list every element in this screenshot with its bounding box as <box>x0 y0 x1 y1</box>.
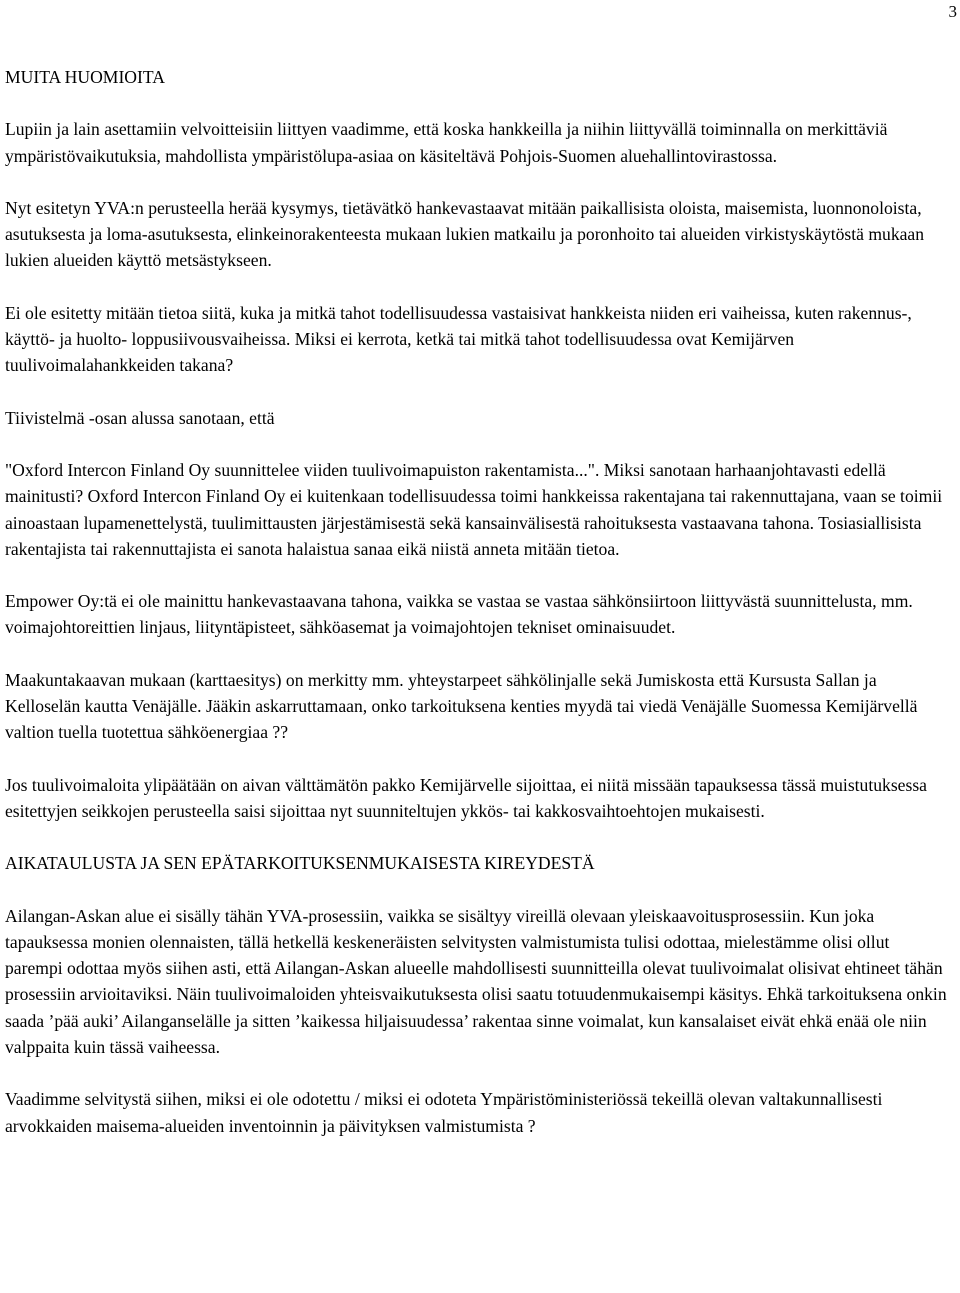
paragraph-ei-ole-esitetty: Ei ole esitetty mitään tietoa siitä, kuka ja mitkä tahot todellisuudessa vastaisivat hankkeista niiden eri vaiheissa, kuten rakennus-, käyttö- ja huolto- loppusiivousvaiheissa. Miksi ei kerrota, ketkä tai mitkä tahot todellisuudessa ovat Kemijärven tuulivoimalahankkeiden takana? <box>5 302 912 376</box>
paragraph-oxford-intercon: "Oxford Intercon Finland Oy suunnittelee viiden tuulivoimapuiston rakentamista...". Miksi sanotaan harhaanjohtavasti edellä mainitusti? Oxford Intercon Finland Oy ei kuitenkaan todellisuudessa toimi hankkeissa rakentajana tai rakennuttajana, vaan se toimii ainoastaan lupamenettelystä, tuulimittausten järjestämisestä sekä kansainvälisestä rahoituksesta vastaavana tahona. Tosiasiallisista rakentajista tai rakennuttajista ei sanota halaistua sanaa eikä niistä anneta mitään tietoa. <box>5 459 943 559</box>
paragraph-empower: Empower Oy:tä ei ole mainittu hankevastaavana tahona, vaikka se vastaa se vastaa sähkönsiirtoon liittyvästä suunnittelusta, mm. voimajohtoreittien linjaus, liityntäpisteet, sähköasemat ja voimajohtojen tekniset ominaisuudet. <box>5 591 913 638</box>
paragraph-lupiin: Lupiin ja lain asettamiin velvoitteisiin liittyen vaadimme, että koska hankkeilla ja niihin liittyvällä toiminnalla on merkittäviä ympäristövaikutuksia, mahdollista ympäristölupa-asiaa on käsiteltävä Pohjois-Suomen aluehallintovirastossa. <box>5 119 888 166</box>
paragraph-nyt-esitetyn: Nyt esitetyn YVA:n perusteella herää kysymys, tietävätkö hankevastaavat mitään paikallisista oloista, maisemista, luonnonoloista, asutuksesta ja loma-asutuksesta, elinkeinorakenteesta mukaan lukien matkailu ja poronhoito tai alueiden virkistyskäytöstä mukaan lukien alueiden käyttö metsästykseen. <box>5 197 925 271</box>
paragraph-maakuntakaava: Maakuntakaavan mukaan (karttaesitys) on merkitty mm. yhteystarpeet sähkölinjalle sekä Jumiskosta että Kursusta Sallan ja Kelloselän kautta Venäjälle. Jääkin askarruttamaan, onko tarkoituksena kenties myydä tai viedä Venäjälle Suomessa Kemijärvellä valtion tuella tuotettua sähköenergiaa ?? <box>5 669 918 743</box>
paragraph-vaadimme: Vaadimme selvitystä siihen, miksi ei ole odotettu / miksi ei odoteta Ympäristöministeriössä tekeillä olevan valtakunnallisesti arvokkaiden maisema-alueiden inventoinnin ja päivityksen valmistumista ? <box>5 1089 883 1136</box>
section-heading-aikataulu: AIKATAULUSTA JA SEN EPÄTARKOITUKSENMUKAISESTA KIREYDESTÄ <box>5 853 595 874</box>
document-body <box>5 64 950 1139</box>
paragraph-ailangan-askan: Ailangan-Askan alue ei sisälly tähän YVA-prosessiin, vaikka se sisältyy vireillä olevaan yleiskaavoitusprosessiin. Kun joka tapauksessa monien olennaisten, tällä hetkellä keskeneräisten selvitysten valmistumista tulisi odottaa, mielestämme olisi ollut parempi odottaa myös siihen asti, että Ailangan-Askan alueelle mahdollisesti suunnitteilla olevat tuulivoimalat olisivat ehtineet tähän prosessiin arvioitaviksi. Näin tuulivoimaloiden yhteisvaikutuksesta olisi saatu totuudenmukaisempi käsitys. Ehkä tarkoituksena onkin saada ’pää auki’ Ailanganselälle ja sitten ’kaikessa hiljaisuudessa’ rakentaa sinne voimalat, kun kansalaiset eivät ehkä enää ole niin valppaita kuin tässä vaiheessa. <box>5 905 947 1058</box>
page-number: 3 <box>948 2 957 21</box>
paragraph-tiivistelma: Tiivistelmä -osan alussa sanotaan, että <box>5 407 275 428</box>
section-heading-muita: MUITA HUOMIOITA <box>5 67 165 87</box>
paragraph-jos-tuulivoimaloita: Jos tuulivoimaloita ylipäätään on aivan välttämätön pakko Kemijärvelle sijoittaa, ei niitä missään tapauksessa tässä muistutuksessa esitettyjen seikkojen perusteella saisi sijoittaa nyt suunniteltujen ykkös- tai kakkosvaihtoehtojen mukaisesti. <box>5 774 927 821</box>
